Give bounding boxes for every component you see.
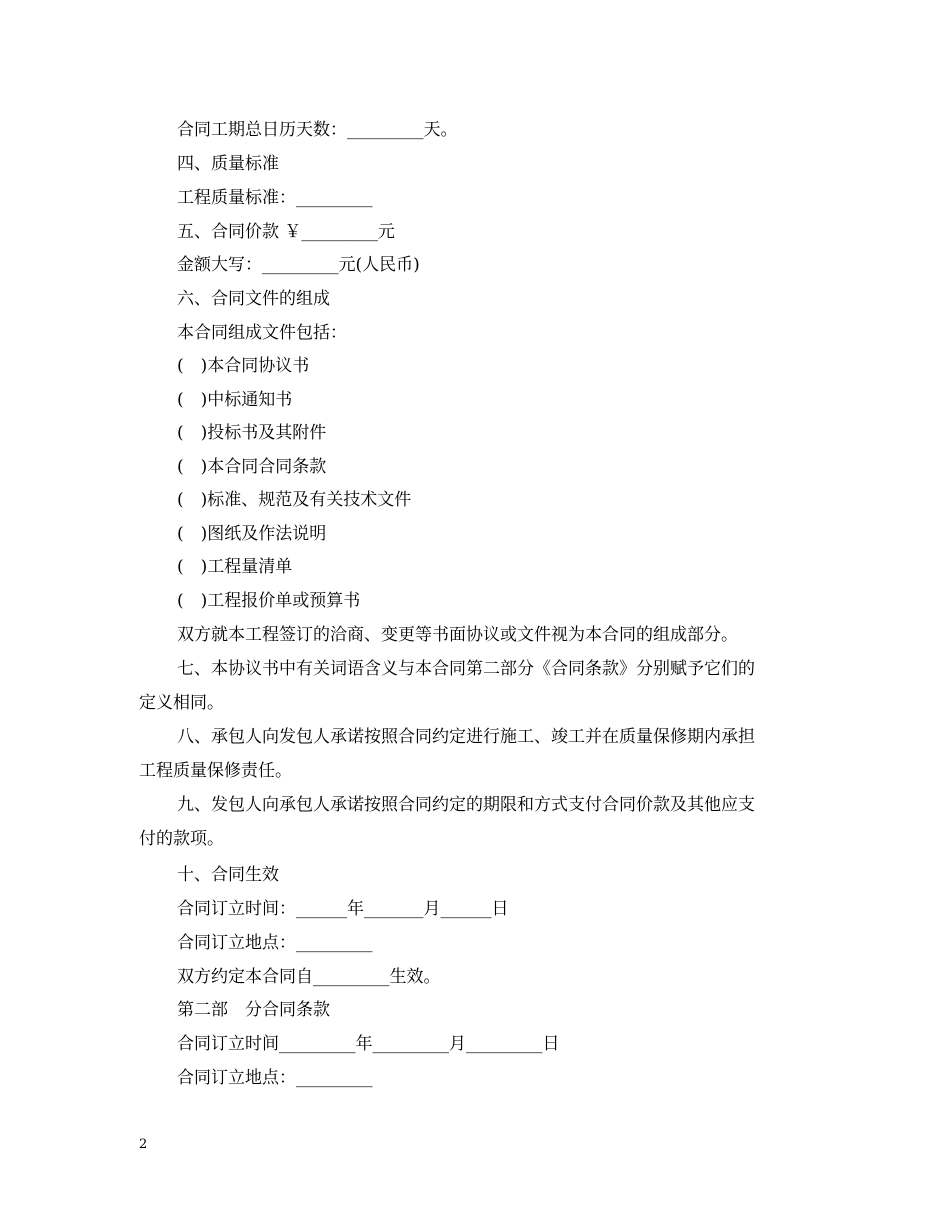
paragraph-8-line2: 工程质量保修责任。 <box>139 761 292 781</box>
line-effective-from: 双方约定本合同自_________生效。 <box>177 967 441 987</box>
line-duration: 合同工期总日历天数：_________天。 <box>177 120 458 140</box>
list-item: ( )工程报价单或预算书 <box>177 591 361 611</box>
line-sign-place: 合同订立地点：_________ <box>177 933 373 953</box>
heading-quality: 四、质量标准 <box>177 154 279 174</box>
heading-effective: 十、合同生效 <box>177 865 279 885</box>
list-item: ( )标准、规范及有关技术文件 <box>177 490 412 510</box>
line-sign-time: 合同订立时间：______年_______月______日 <box>177 899 509 919</box>
list-item: ( )工程量清单 <box>177 557 293 577</box>
heading-price: 五、合同价款 ￥_________元 <box>177 222 395 242</box>
paragraph-supplements: 双方就本工程签订的洽商、变更等书面协议或文件视为本合同的组成部分。 <box>177 625 738 645</box>
paragraph-7-line1: 七、本协议书中有关词语含义与本合同第二部分《合同条款》分别赋予它们的 <box>177 659 755 679</box>
line-documents-intro: 本合同组成文件包括： <box>177 323 347 343</box>
list-item: ( )本合同合同条款 <box>177 457 327 477</box>
paragraph-7-line2: 定义相同。 <box>139 693 224 713</box>
paragraph-9-line1: 九、发包人向承包人承诺按照合同约定的期限和方式支付合同价款及其他应支 <box>177 795 755 815</box>
list-item: ( )本合同协议书 <box>177 356 310 376</box>
paragraph-9-line2: 付的款项。 <box>139 829 224 849</box>
heading-documents: 六、合同文件的组成 <box>177 289 330 309</box>
line-amount-words: 金额大写：_________元(人民币) <box>177 255 420 275</box>
heading-part-two: 第二部 分合同条款 <box>177 1000 330 1020</box>
paragraph-8-line1: 八、承包人向发包人承诺按照合同约定进行施工、竣工并在质量保修期内承担 <box>177 727 755 747</box>
page-number: 2 <box>139 1137 148 1152</box>
line-sign-time-2: 合同订立时间_________年_________月_________日 <box>177 1034 560 1054</box>
line-quality-standard: 工程质量标准：_________ <box>177 188 373 208</box>
list-item: ( )投标书及其附件 <box>177 423 327 443</box>
list-item: ( )图纸及作法说明 <box>177 524 327 544</box>
list-item: ( )中标通知书 <box>177 390 293 410</box>
line-sign-place-2: 合同订立地点：_________ <box>177 1068 373 1088</box>
